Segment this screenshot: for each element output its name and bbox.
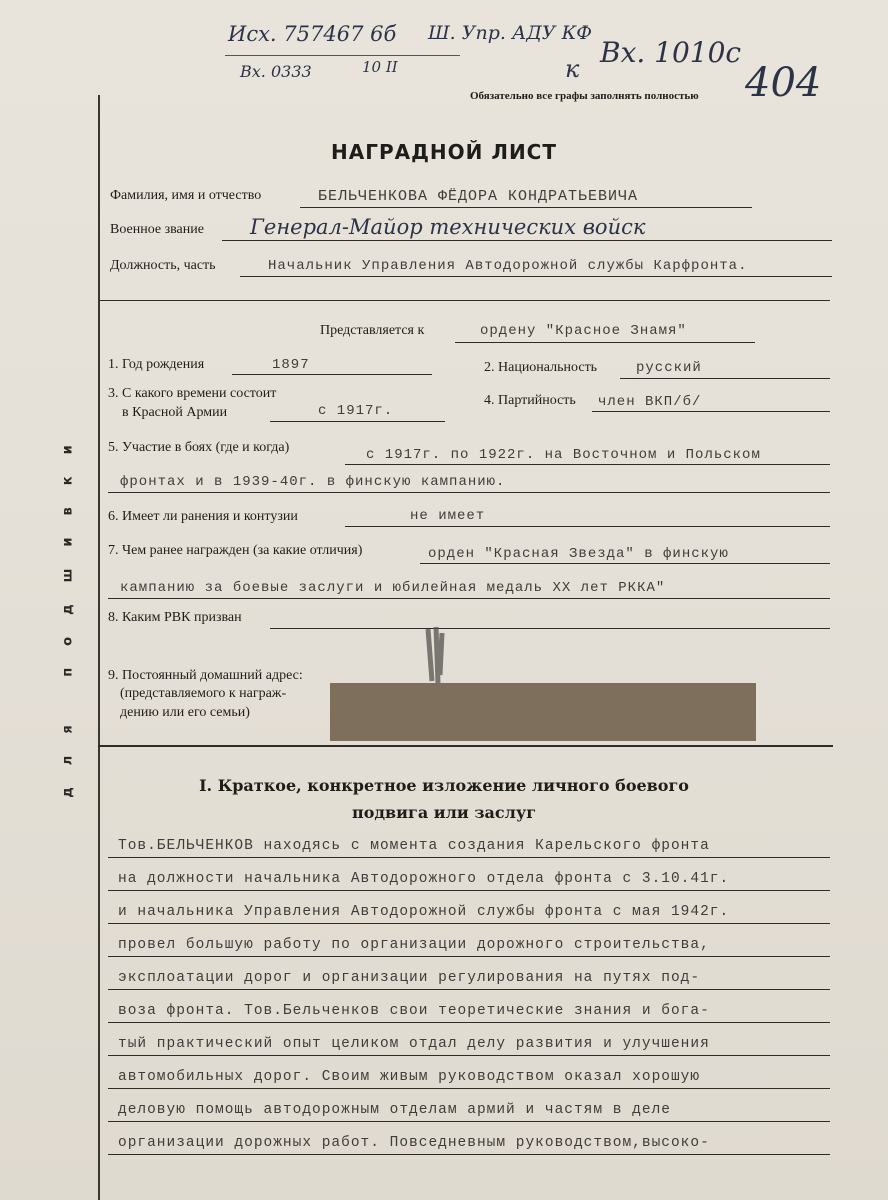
outgoing-number: Исх. 757467 6б	[228, 22, 397, 46]
header-underline	[225, 55, 460, 56]
field-3-value: с 1917г.	[318, 403, 394, 419]
name-label: Фамилия, имя и отчество	[110, 188, 262, 203]
field-5-line-a	[345, 464, 830, 465]
narrative-underline	[108, 1088, 830, 1089]
narrative-line: тый практический опыт целиком отдал делу развития и улучшения	[118, 1036, 710, 1052]
field-9-label-a: 9. Постоянный домашний адрес:	[108, 668, 303, 683]
narrative-line: Тов.БЕЛЬЧЕНКОВ находясь с момента создания Карельского фронта	[118, 838, 710, 854]
presented-line	[455, 342, 755, 343]
field-6-value: не имеет	[410, 508, 486, 524]
section-heading-2: подвига или заслуг	[351, 803, 536, 822]
smudge-mark	[420, 625, 450, 685]
presented-value: ордену "Красное Знамя"	[480, 323, 687, 339]
narrative-underline	[108, 1154, 830, 1155]
date-small: 10 II	[362, 58, 398, 76]
narrative-underline	[108, 989, 830, 990]
incoming-big: Вх. 1010с	[600, 36, 742, 69]
narrative-underline	[108, 923, 830, 924]
narrative-line: на должности начальника Автодорожного отдела фронта с 3.10.41г.	[118, 871, 730, 887]
field-6-label: 6. Имеет ли ранения и контузии	[108, 509, 298, 524]
field-2-line	[620, 378, 830, 379]
field-7-line-a	[420, 563, 830, 564]
field-4-value: член ВКП/б/	[598, 394, 702, 410]
narrative-line: эксплоатации дорог и организации регулирования на путях под-	[118, 970, 701, 986]
k-mark: к	[565, 55, 580, 83]
document-title: НАГРАДНОЙ ЛИСТ	[330, 140, 558, 164]
narrative-line: деловую помощь автодорожным отделам армий и частям в деле	[118, 1102, 671, 1118]
field-7-value-a: орден "Красная Звезда" в финскую	[428, 546, 729, 562]
narrative-line: провел большую работу по организации дорожного строительства,	[118, 937, 710, 953]
field-7-value-b: кампанию за боевые заслуги и юбилейная медаль XX лет РККА"	[120, 580, 666, 596]
section-heading-1: I. Краткое, конкретное изложение личного боевого	[199, 776, 689, 795]
field-3-line	[270, 421, 445, 422]
field-1-value: 1897	[272, 357, 310, 373]
narrative-underline	[108, 1022, 830, 1023]
incoming-small: Вх. 0333	[240, 62, 312, 81]
field-4-line	[592, 411, 830, 412]
rank-value: Генерал-Майор технических войск	[250, 215, 646, 239]
field-8-label: 8. Каким РВК призван	[108, 610, 242, 625]
field-5-line-b	[108, 492, 830, 493]
narrative-underline	[108, 857, 830, 858]
instruction-text: Обязательно все графы заполнять полностью	[470, 90, 699, 102]
margin-line	[98, 95, 100, 1200]
field-1-label: 1. Год рождения	[108, 357, 205, 372]
presented-label: Представляется к	[320, 323, 425, 338]
rank-line	[222, 240, 832, 241]
field-8-line	[270, 628, 830, 629]
department-note: Ш. Упр. АДУ КФ	[428, 22, 593, 44]
field-6-line	[345, 526, 830, 527]
position-value: Начальник Управления Автодорожной службы Карфронта.	[268, 258, 748, 274]
field-9-label-c: дению или его семьи)	[120, 705, 250, 720]
narrative-underline	[108, 1055, 830, 1056]
field-4-label: 4. Партийность	[484, 393, 576, 408]
narrative-underline	[108, 890, 830, 891]
section-divider	[98, 745, 833, 747]
field-3-label-a: 3. С какого времени состоит	[108, 386, 277, 401]
side-label: для подшивки	[60, 422, 76, 798]
field-5-label: 5. Участие в боях (где и когда)	[108, 440, 290, 455]
field-2-label: 2. Национальность	[484, 360, 598, 375]
field-3-label-b: в Красной Армии	[122, 405, 228, 420]
position-line	[240, 276, 832, 277]
position-label: Должность, часть	[110, 258, 216, 273]
narrative-underline	[108, 956, 830, 957]
number-big: 404	[745, 60, 822, 106]
narrative-line: автомобильных дорог. Своим живым руководством оказал хорошую	[118, 1069, 701, 1085]
separator-line	[100, 300, 830, 301]
rank-label: Военное звание	[110, 222, 204, 237]
narrative-line: и начальника Управления Автодорожной службы фронта с мая 1942г.	[118, 904, 730, 920]
field-5-value-a: с 1917г. по 1922г. на Восточном и Польском	[366, 447, 761, 463]
name-value: БЕЛЬЧЕНКОВА ФЁДОРА КОНДРАТЬЕВИЧА	[318, 188, 639, 205]
field-5-value-b: фронтах и в 1939-40г. в финскую кампанию.	[120, 474, 506, 490]
field-1-line	[232, 374, 432, 375]
field-9-label-b: (представляемого к награж-	[120, 686, 287, 701]
redacted-address	[330, 683, 756, 741]
narrative-underline	[108, 1121, 830, 1122]
field-7-label: 7. Чем ранее награжден (за какие отличия)	[108, 543, 363, 558]
field-7-line-b	[108, 598, 830, 599]
narrative-line: организации дорожных работ. Повседневным руководством,высоко-	[118, 1135, 710, 1151]
narrative-line: воза фронта. Тов.Бельченков свои теоретические знания и бога-	[118, 1003, 710, 1019]
name-line	[300, 207, 752, 208]
field-2-value: русский	[636, 360, 702, 376]
